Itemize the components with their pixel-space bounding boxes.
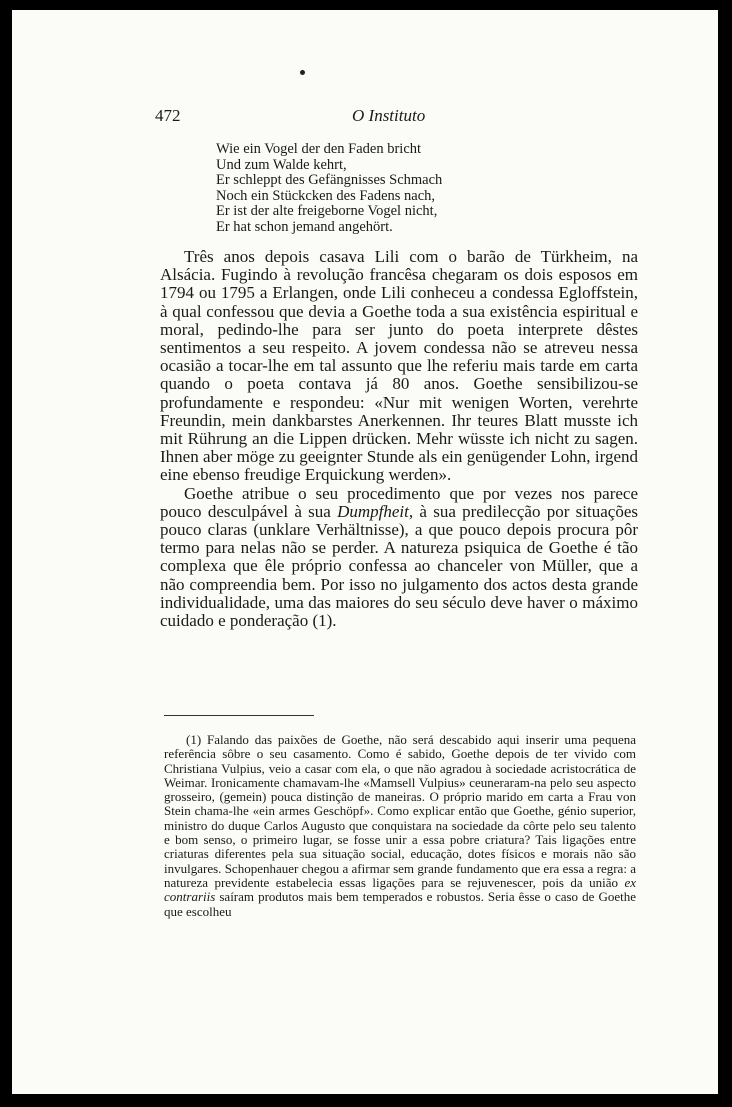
footnote-text: (1) Falando das paixões de Goethe, não será descabido aqui inserir uma pequena referência sôbre o seu casamento. Como é sabido, Goethe depois de ter vivido com Christiana Vulpius, veio a casar com ela, o que não agradou à sociedade acristocrática de Weimar. Ironicamente chamavam-lhe «Mamsell Vulpius» ceuneraram-na pelo seu aspecto grosseiro, (gemein) pouca distinção de maneiras. O próprio marido em carta a Frau von Stein chama-lhe «ein armes Geschöpf». Como explicar então que Goethe, génio superior, ministro do duque Carlos Augusto que conquistara na sociedade da côrte pelo seu talento e bom senso, o primeiro lugar, se fosse unir a essa pobre criatura? Tais ligações entre criaturas diferentes pela sua situação social, educação, dotes físicos e morais não são invulgares. Schopenhauer chegou a afirmar sem grande fundamento que era essa a regra: a natureza previdente estabelecia essas ligações para se rejuvenescer, pois da união [164, 732, 636, 890]
emphasis-text: ex contrariis [164, 874, 636, 905]
poem-line: Noch ein Stückcken des Fadens nach, [216, 187, 436, 204]
main-text [160, 248, 638, 630]
page-number: 472 [155, 106, 181, 125]
footnote-text: saíram produtos mais bem temperados e robustos. Seria êsse o caso de Goethe que escolheu [164, 889, 636, 919]
poem-line: Er ist der alte freigeborne Vogel nicht, [216, 203, 438, 219]
emphasis-text: Dumpfheit, [337, 501, 414, 521]
poem-quote [216, 142, 442, 235]
book-page [12, 10, 718, 1094]
paragraph-text: à sua predilecção por situações pouco claras (unklare Verhältnisse), a que pouco depois procura pôr termo para nelas não se perder. A natureza psiquica de Goethe é tão complexa que êle próprio confessa ao chanceler von Müller, que a não compreendia bem. Por isso no julgamento dos actos desta grande individualidade, uma das maiores do seu século deve haver o máximo cuidado e ponderação (1). [160, 501, 638, 631]
poem-line: Und zum Walde kehrt, [216, 156, 347, 173]
ink-dot [300, 70, 305, 75]
footnote [164, 733, 636, 919]
poem-line: Wie ein Vogel der den Faden bricht [216, 141, 422, 157]
footnote-paragraph [164, 733, 636, 919]
running-title: O Instituto [352, 106, 426, 125]
footnote-rule [164, 715, 314, 716]
poem-line: Er schleppt des Gefängnisses Schmach [216, 172, 443, 188]
paragraph-text: Goethe atribue o seu procedimento que por vezes nos parece pouco desculpável à sua [160, 483, 638, 521]
poem-line: Er hat schon jemand angehört. [216, 218, 393, 235]
paragraph: Três anos depois casava Lili com o barão de Türkheim, na Alsácia. Fugindo à revolução francêsa chegaram os dois esposos em 1794 ou 1795 a Erlangen, onde Lili conheceu a condessa Egloffstein, à qual confessou que devia a Goethe toda a sua existência espiritual e moral, pedindo-lhe para ser junto do poeta interprete dêstes sentimentos a seu respeito. A jovem condessa não se atreveu nessa ocasião a tocar-lhe em tal assunto que lhe referiu mais tarde em carta quando o poeta contava já 80 anos. Goethe sensibilizou-se profundamente e respondeu: «Nur mit wenigen Worten, verehrte Freundin, mein dankbarstes Anerkennen. Ihr teures Blatt musste ich mit Rührung an die Lippen drücken. Mehr wüsste ich nicht zu sagen. Ihnen aber möge zu geeignter Stunde als ein genügender Lohn, irgend eine ebenso freudige Erquickung werden». [160, 247, 638, 485]
paragraph [160, 485, 638, 631]
